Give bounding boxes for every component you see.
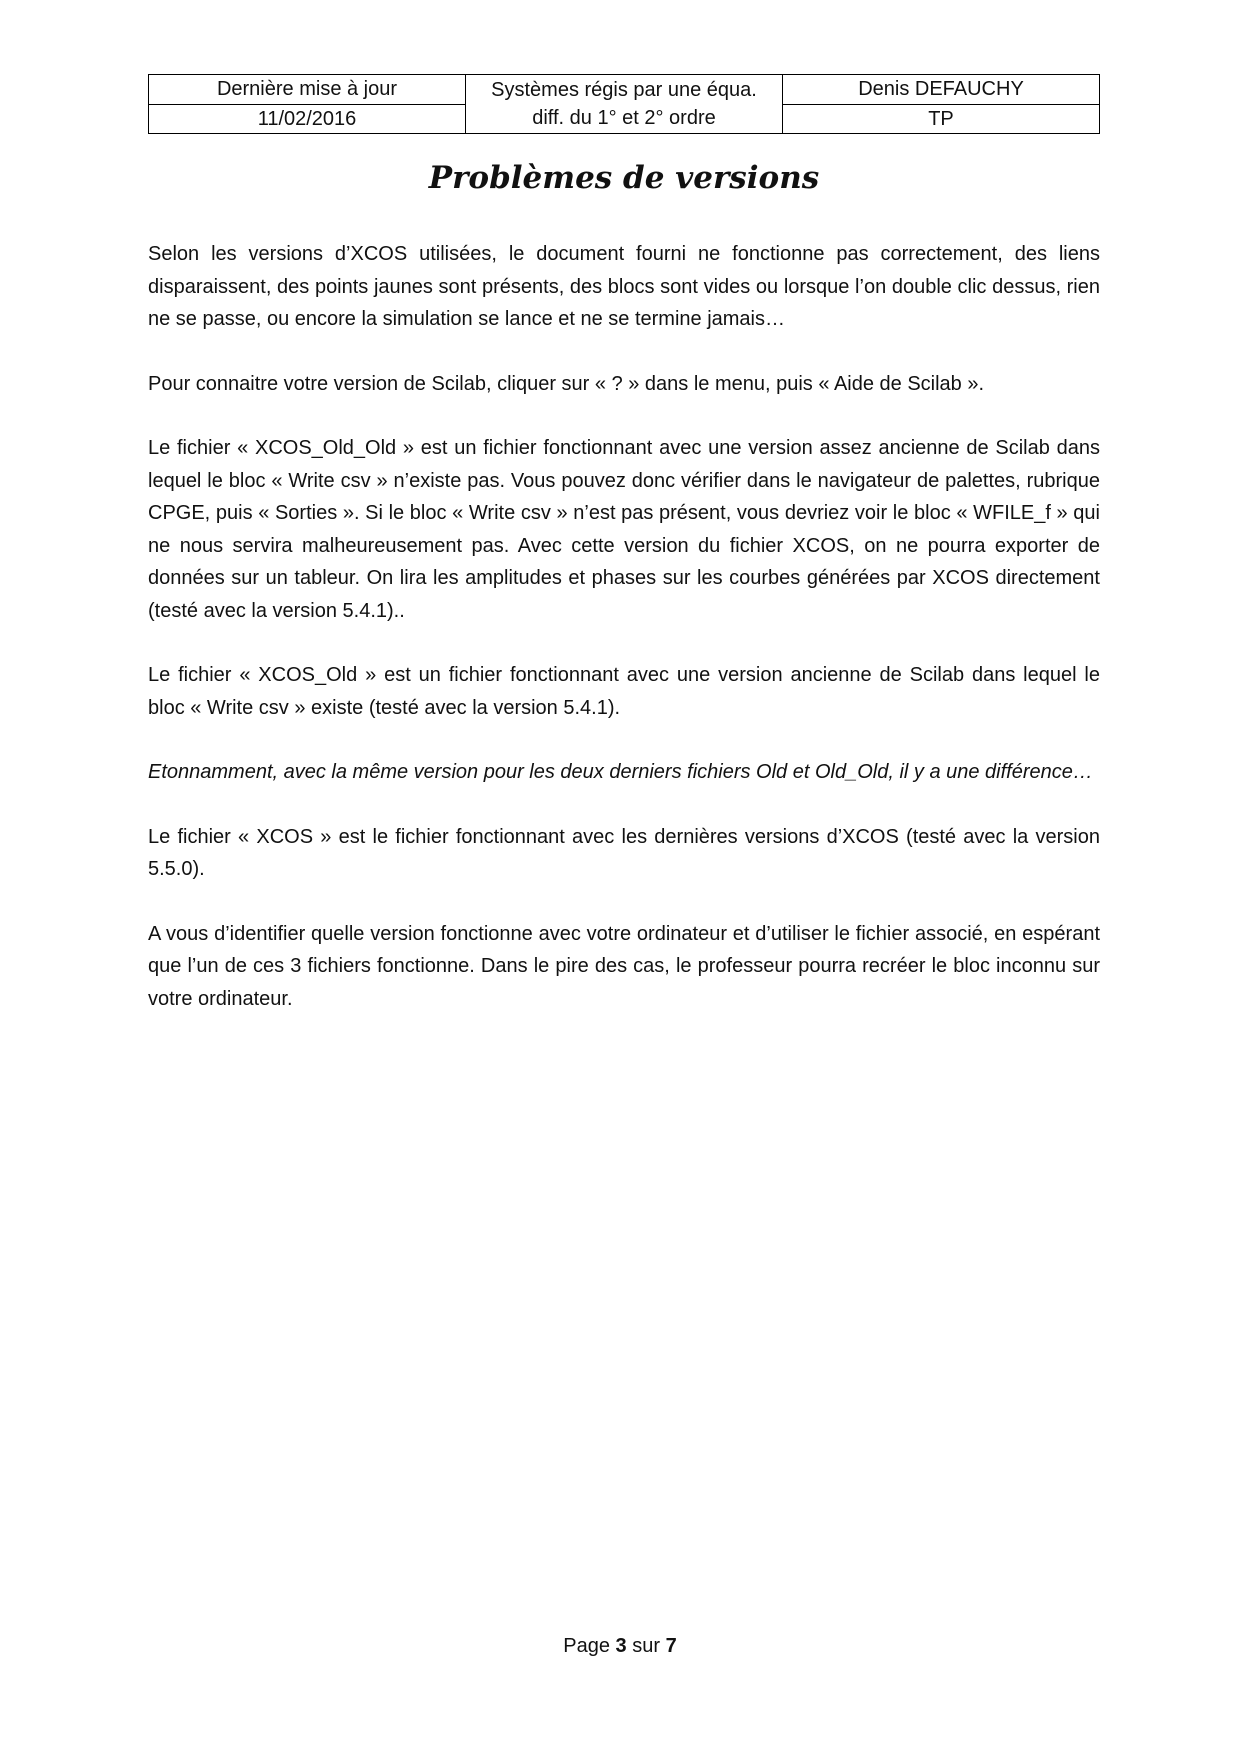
page-title: Problèmes de versions (428, 160, 820, 196)
subject-line-2: diff. du 1° et 2° ordre (532, 107, 716, 129)
page-footer (0, 1635, 1240, 1658)
total-pages: 7 (665, 1635, 677, 1657)
page-label: Page (563, 1635, 610, 1657)
last-update-label: Dernière mise à jour (149, 75, 466, 105)
paragraph: A vous d’identifier quelle version fonctionne avec votre ordinateur et d’utiliser le fichier associé, en espérant que l’un de ces 3 fichiers fonctionne. Dans le pire des cas, le professeur pourra recréer le bloc inconnu sur votre ordinateur. (148, 922, 1100, 1010)
current-page: 3 (615, 1635, 627, 1657)
paragraph: Pour connaitre votre version de Scilab, cliquer sur « ? » dans le menu, puis « Aide de Scilab ». (148, 372, 985, 395)
paragraph: Le fichier « XCOS » est le fichier fonctionnant avec les dernières versions d’XCOS (testé avec la version 5.5.0). (148, 825, 1100, 880)
header-table (148, 74, 1100, 134)
of-label: sur (632, 1635, 661, 1657)
subject-line-1: Systèmes régis par une équa. (491, 79, 757, 101)
paragraph: Le fichier « XCOS_Old » est un fichier fonctionnant avec une version ancienne de Scilab dans lequel le bloc « Write csv » existe (testé avec la version 5.4.1). (148, 664, 1100, 719)
paragraph: Selon les versions d’XCOS utilisées, le document fourni ne fonctionne pas correctement, des liens disparaissent, des points jaunes sont présents, des blocs sont vides ou lorsque l’on double clic dessus, rien ne se passe, ou encore la simulation se lance et ne se termine jamais… (148, 243, 1100, 330)
doc-type: TP (783, 104, 1100, 134)
paragraph-italic: Etonnamment, avec la même version pour les deux derniers fichiers Old et Old_Old, il y a une différence… (148, 761, 1093, 783)
author-name: Denis DEFAUCHY (783, 75, 1100, 105)
paragraph: Le fichier « XCOS_Old_Old » est un fichier fonctionnant avec une version assez ancienne de Scilab dans lequel le bloc « Write csv » n’existe pas. Vous pouvez donc vérifier dans le navigateur de palettes, rubrique CPGE, puis « Sorties ». Si le bloc « Write csv » n’est pas présent, vous devriez voir le bloc « WFILE_f » qui ne nous servira malheureusement pas. Avec cette version du fichier XCOS, on ne pourra exporter de données sur un tableur. On lira les amplitudes et phases sur les courbes générées par XCOS directement (testé avec la version 5.4.1).. (148, 437, 1100, 622)
last-update-date: 11/02/2016 (149, 104, 466, 134)
body-text (148, 238, 1100, 1047)
subject-cell (466, 75, 783, 134)
